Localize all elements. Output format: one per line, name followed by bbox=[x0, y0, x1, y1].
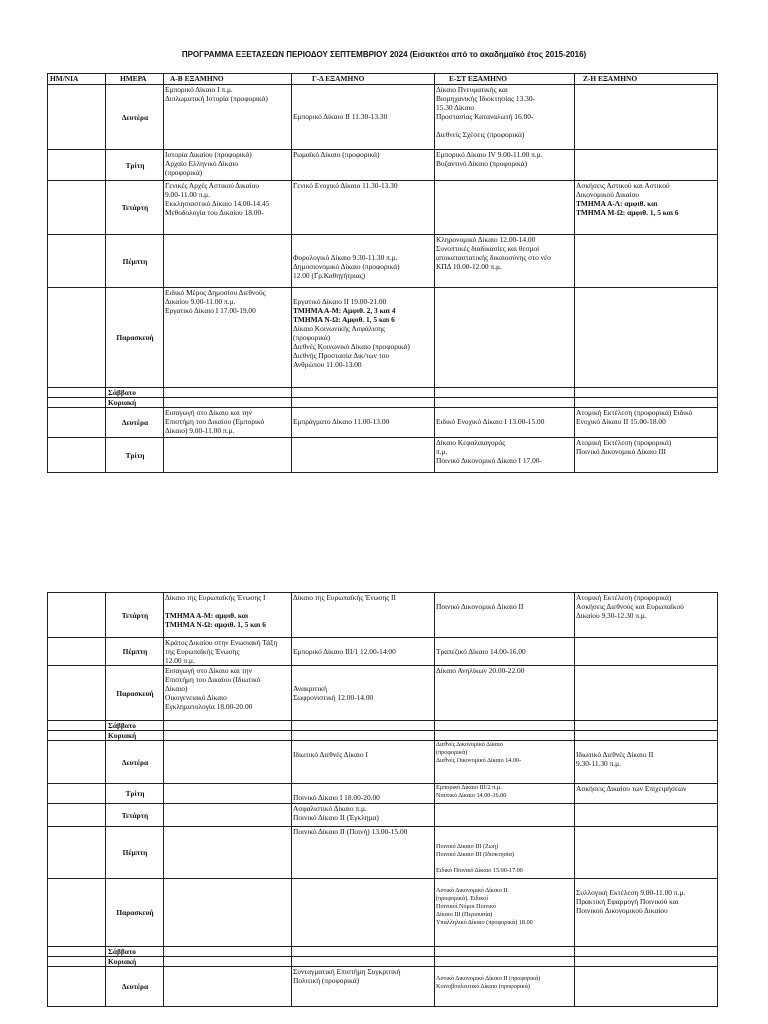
day-cell: Πέμπτη bbox=[106, 235, 164, 288]
gd-semester-cell bbox=[292, 804, 435, 827]
ab-semester-cell bbox=[164, 593, 292, 638]
zh-semester-cell bbox=[575, 288, 718, 388]
course-line bbox=[293, 85, 433, 94]
course-line: 9.30-11.30 π.μ. bbox=[576, 759, 621, 768]
course-line bbox=[165, 602, 290, 611]
est-semester-cell bbox=[435, 721, 575, 731]
ab-semester-cell bbox=[164, 957, 292, 967]
day-cell: Δευτέρα bbox=[106, 408, 164, 438]
course-line: Συλλογική Εκτέλεση 9.00-11.00 π.μ. bbox=[576, 888, 686, 897]
course-line: Μεθοδολογία του Δικαίου 18.00- bbox=[165, 208, 264, 217]
course-line bbox=[436, 638, 573, 647]
est-semester-cell bbox=[435, 784, 575, 804]
course-line: (προφορικά) bbox=[165, 168, 203, 177]
day-cell: Τρίτη bbox=[106, 438, 164, 473]
gd-semester-cell bbox=[292, 947, 435, 957]
course-line: Δίκαιο Ανηλίκων 20.00-22.00 bbox=[436, 666, 525, 675]
date-cell bbox=[48, 288, 106, 388]
ab-semester-cell bbox=[164, 638, 292, 666]
course-line: Προστασίας Καταναλωτή 16.00- bbox=[436, 112, 534, 121]
ab-semester-cell bbox=[164, 181, 292, 235]
course-line: Επιστήμη του Δικαίου (Ιδιωτικό bbox=[165, 675, 261, 684]
zh-semester-cell bbox=[575, 388, 718, 398]
header-gd-semester: Γ-Δ ΕΞΑΜΗΝΟ bbox=[292, 74, 435, 85]
date-cell bbox=[48, 666, 106, 721]
gd-semester-cell bbox=[292, 967, 435, 1007]
course-line: Ατομική Εκτέλεση (προφορικά) Ειδικό bbox=[576, 408, 693, 417]
gd-semester-cell bbox=[292, 638, 435, 666]
est-semester-cell bbox=[435, 741, 575, 784]
table-row bbox=[48, 879, 718, 947]
day-cell: Τετάρτη bbox=[106, 804, 164, 827]
course-line bbox=[293, 666, 433, 675]
day-cell: Πέμπτη bbox=[106, 638, 164, 666]
zh-semester-cell bbox=[575, 957, 718, 967]
course-line: Δίκαιο) bbox=[165, 684, 188, 693]
gd-semester-cell bbox=[292, 827, 435, 879]
header-date: ΗΜ/ΝΙΑ bbox=[48, 74, 106, 85]
course-line: ΚΠΔ 10.00-12.00 π.μ. bbox=[436, 262, 502, 271]
day-cell: Πέμπτη bbox=[106, 827, 164, 879]
course-line: Εμπορικό Δίκαιο Ι π.μ. bbox=[165, 85, 233, 94]
course-line: Δίκαιο) 9.00-11.00 π.μ. bbox=[165, 426, 235, 435]
day-cell: Τρίτη bbox=[106, 784, 164, 804]
est-semester-cell bbox=[435, 181, 575, 235]
course-line: Ιδιωτικό Διεθνές Δίκαιο ΙΙ bbox=[576, 750, 654, 759]
course-line: Ασκήσεις Διεθνούς και Ευρωπαϊκού bbox=[576, 602, 684, 611]
day-cell: Σάββατο bbox=[106, 947, 164, 957]
date-cell bbox=[48, 731, 106, 741]
course-line bbox=[293, 638, 433, 647]
course-line: Βιομηχανικής Ιδιοκτησίας 13.30- bbox=[436, 94, 536, 103]
course-line: 12.00 (Γρ.Καθηγήτριας) bbox=[293, 271, 366, 280]
gd-semester-cell bbox=[292, 438, 435, 473]
ab-semester-cell bbox=[164, 666, 292, 721]
course-line bbox=[576, 879, 716, 888]
course-line bbox=[293, 741, 433, 750]
gd-semester-cell bbox=[292, 784, 435, 804]
course-line: Συνοπτικές διαδικασίες και θεσμοί bbox=[436, 244, 540, 253]
course-line: 12.00 π.μ. bbox=[165, 656, 195, 665]
est-semester-cell bbox=[435, 638, 575, 666]
gd-semester-cell bbox=[292, 235, 435, 288]
date-cell bbox=[48, 235, 106, 288]
course-line: Διεθνές Οικονομικό Δίκαιο 14.00- bbox=[436, 757, 522, 764]
course-line: Ποινικό Δίκαιο ΙΙ (Έγκλημα) bbox=[293, 813, 379, 822]
course-line: (προφορικά) bbox=[436, 749, 468, 756]
gd-semester-cell bbox=[292, 85, 435, 150]
course-line: Ειδικό Ενοχικό Δίκαιο Ι 13.00-15.00 bbox=[436, 417, 545, 426]
date-cell bbox=[48, 438, 106, 473]
course-line: Ασκήσεις Δικαίου των Επιχειρήσεων bbox=[576, 784, 687, 793]
date-cell bbox=[48, 784, 106, 804]
gd-semester-cell bbox=[292, 741, 435, 784]
table-row bbox=[48, 388, 718, 398]
course-line: Δίκαιο της Ευρωπαϊκής Ένωσης Ι bbox=[165, 593, 266, 602]
course-line: Ποινικό Δίκαιο Ι 18.00-20.00 bbox=[293, 793, 380, 802]
course-line: Αστικό Δικονομικό Δίκαιο ΙΙ bbox=[436, 887, 508, 894]
course-line bbox=[293, 288, 433, 297]
zh-semester-cell bbox=[575, 804, 718, 827]
course-line: Εισαγωγή στο Δίκαιο και την bbox=[165, 666, 252, 675]
est-semester-cell bbox=[435, 879, 575, 947]
ab-semester-cell bbox=[164, 784, 292, 804]
date-cell bbox=[48, 181, 106, 235]
ab-semester-cell bbox=[164, 967, 292, 1007]
course-line: Ποινικού Δικονομικού Δικαίου bbox=[576, 906, 668, 915]
ab-semester-cell bbox=[164, 398, 292, 408]
course-line: Δικαίου 9.00-11.00 π.μ. bbox=[165, 297, 236, 306]
course-line: Γενικές Αρχές Αστικού Δικαίου bbox=[165, 181, 259, 190]
date-cell bbox=[48, 638, 106, 666]
course-line: Δημοσιονομικό Δίκαιο (προφορικά) bbox=[293, 262, 400, 271]
est-semester-cell bbox=[435, 957, 575, 967]
course-line bbox=[293, 103, 433, 112]
date-cell bbox=[48, 721, 106, 731]
zh-semester-cell bbox=[575, 85, 718, 150]
table-row bbox=[48, 398, 718, 408]
course-line: Ειδικό Ποινικό Δίκαιο 15.00-17.00 bbox=[436, 867, 523, 874]
ab-semester-cell bbox=[164, 438, 292, 473]
course-line: Ατομική Εκτέλεση (προφορικά) bbox=[576, 438, 672, 447]
gd-semester-cell bbox=[292, 593, 435, 638]
ab-semester-cell bbox=[164, 388, 292, 398]
table-row bbox=[48, 408, 718, 438]
zh-semester-cell bbox=[575, 235, 718, 288]
course-line: Εργατικό Δίκαιο Ι 17.00-19.00 bbox=[165, 306, 256, 315]
est-semester-cell bbox=[435, 150, 575, 181]
course-line: ΤΜΗΜΑ Α-Μ: αμφιθ. και bbox=[165, 611, 249, 620]
course-line: Εγκληματολογία 18.00-20.00 bbox=[165, 702, 253, 711]
gd-semester-cell bbox=[292, 408, 435, 438]
course-line: Δικαίου 9.30-12.30 π.μ. bbox=[576, 611, 647, 620]
day-cell: Σάββατο bbox=[106, 721, 164, 731]
course-line: Φορολογικό Δίκαιο 9.30-11.30 π.μ. bbox=[293, 253, 398, 262]
course-line: Ποινικό Δικονομικό Δίκαιο Ι 17.00- bbox=[436, 456, 542, 465]
course-line: Δίκαιο ΙΙΙ (Περιουσία) bbox=[436, 911, 493, 918]
course-line: Δικονομικού Δικαίου bbox=[576, 190, 639, 199]
course-line: Υπαλληλικό Δίκαιο (προφορικά) 18.00 bbox=[436, 919, 533, 926]
date-cell bbox=[48, 827, 106, 879]
day-cell: Τετάρτη bbox=[106, 181, 164, 235]
date-cell bbox=[48, 150, 106, 181]
course-line bbox=[293, 235, 433, 244]
table-row bbox=[48, 967, 718, 1007]
est-semester-cell bbox=[435, 666, 575, 721]
course-line: Σωφρονιστική 12.00-14.00 bbox=[293, 693, 374, 702]
gd-semester-cell bbox=[292, 181, 435, 235]
course-line: Ποινικό Δίκαιο ΙΙΙ (Ιδιοκτησία) bbox=[436, 851, 514, 858]
ab-semester-cell bbox=[164, 731, 292, 741]
course-line: Κράτος Δικαίου στην Ενωσιακή Τάξη bbox=[165, 638, 278, 647]
ab-semester-cell bbox=[164, 150, 292, 181]
table-row bbox=[48, 181, 718, 235]
gd-semester-cell bbox=[292, 721, 435, 731]
ab-semester-cell bbox=[164, 85, 292, 150]
day-cell: Τετάρτη bbox=[106, 593, 164, 638]
table-row bbox=[48, 235, 718, 288]
zh-semester-cell bbox=[575, 593, 718, 638]
table-row bbox=[48, 438, 718, 473]
zh-semester-cell bbox=[575, 784, 718, 804]
ab-semester-cell bbox=[164, 235, 292, 288]
est-semester-cell bbox=[435, 85, 575, 150]
course-line: Δίκαιο Πνευματικής και bbox=[436, 85, 508, 94]
table-row bbox=[48, 731, 718, 741]
course-line: Συνταγματική Επιστήμη Συγκριτική bbox=[293, 967, 401, 976]
course-line: Ασκήσεις Αστικού και Αστικού bbox=[576, 181, 670, 190]
course-line: Τραπεζικό Δίκαιο 14.00-16.00 bbox=[436, 647, 526, 656]
zh-semester-cell bbox=[575, 947, 718, 957]
est-semester-cell bbox=[435, 827, 575, 879]
course-line bbox=[293, 675, 433, 684]
day-cell: Κυριακή bbox=[106, 398, 164, 408]
course-line: Οικογενειακό Δίκαιο bbox=[165, 693, 227, 702]
course-line: Διεθνείς Σχέσεις (προφορικά) bbox=[436, 130, 525, 139]
course-line: Δίκαιο Κοινωνικής Ασφάλισης bbox=[293, 324, 386, 333]
course-line: Ποινικό Δικονομικό Δίκαιο ΙΙ bbox=[436, 602, 524, 611]
course-line: ΤΜΗΜΑ Ν-Ω: αμφιθ. 1, 5 και 6 bbox=[165, 620, 266, 629]
zh-semester-cell bbox=[575, 731, 718, 741]
date-cell bbox=[48, 879, 106, 947]
course-line: Ανθρώπου 11.00-13.00 bbox=[293, 360, 362, 369]
course-line: Ασφαλιστικό Δίκαιο π.μ. bbox=[293, 804, 367, 813]
exam-schedule-table-1-body bbox=[47, 84, 718, 473]
table-row bbox=[48, 85, 718, 150]
course-line: Κληρονομικό Δίκαιο 12.00-14.00 bbox=[436, 235, 536, 244]
course-line: Επιστήμη του Δικαίου (Εμπορικό bbox=[165, 417, 265, 426]
header-day: ΗΜΕΡΑ bbox=[106, 74, 164, 85]
course-line bbox=[293, 784, 433, 793]
course-line bbox=[436, 121, 573, 130]
day-cell: Παρασκευή bbox=[106, 288, 164, 388]
course-line: Πολιτική (προφορικά) bbox=[293, 976, 360, 985]
course-line: (προφορικά). Ειδικοί bbox=[436, 895, 489, 902]
course-line: Αστικό Δικονομικό Δίκαιο ΙΙ (προφορικά) bbox=[436, 975, 541, 982]
ab-semester-cell bbox=[164, 741, 292, 784]
course-line: Ναυτικό Δίκαιο 14.00-16.00 bbox=[436, 792, 507, 799]
course-line: Εκκλησιαστικό Δίκαιο 14.00-14.45 bbox=[165, 199, 270, 208]
date-cell bbox=[48, 85, 106, 150]
table-row bbox=[48, 947, 718, 957]
course-line: Ιδιωτικό Διεθνές Δίκαιο Ι bbox=[293, 750, 368, 759]
date-cell bbox=[48, 967, 106, 1007]
course-line: Εμπορικό Δίκαιο ΙΙ 11.30-13.30 bbox=[293, 112, 388, 121]
table-row bbox=[48, 666, 718, 721]
day-cell: Δευτέρα bbox=[106, 85, 164, 150]
course-line: Ποινικό Δίκαιο ΙΙΙ (Ζωή) bbox=[436, 843, 499, 850]
est-semester-cell bbox=[435, 235, 575, 288]
course-line: Γενικό Ενοχικό Δίκαιο 11.30-13.30 bbox=[293, 181, 398, 190]
date-cell bbox=[48, 804, 106, 827]
course-line: 15.30 Δίκαιο bbox=[436, 103, 475, 112]
course-line: Ειδικό Μέρος Δημοσίου Διεθνούς bbox=[165, 288, 266, 297]
gd-semester-cell bbox=[292, 666, 435, 721]
course-line bbox=[293, 94, 433, 103]
course-line: Διεθνές Κοινωνικό Δίκαιο (προφορικά) bbox=[293, 342, 410, 351]
course-line: Ιστορία Δικαίου (προφορικά) bbox=[165, 150, 252, 159]
course-line: Ποινικό Δικονομικό Δίκαιο ΙΙΙ bbox=[576, 447, 666, 456]
zh-semester-cell bbox=[575, 827, 718, 879]
course-line bbox=[436, 408, 573, 417]
day-cell: Παρασκευή bbox=[106, 879, 164, 947]
page-title: ΠΡΟΓΡΑΜΜΑ ΕΞΕΤΑΣΕΩΝ ΠΕΡΙΟΔΟΥ ΣΕΠΤΕΜΒΡΙΟΥ 2024 (Εισακτέοι από το ακαδημαϊκό έτος 2015-2016) bbox=[181, 50, 587, 59]
course-line: Διεθνής Προστασία Δικ/των του bbox=[293, 351, 390, 360]
course-line bbox=[293, 244, 433, 253]
course-line: Κοινοβουλευτικό Δίκαιο (προφορικά) bbox=[436, 983, 530, 990]
gd-semester-cell bbox=[292, 957, 435, 967]
date-cell bbox=[48, 947, 106, 957]
day-cell: Τρίτη bbox=[106, 150, 164, 181]
est-semester-cell bbox=[435, 388, 575, 398]
course-line: Ποινικοί Νόμοι Ποινικό bbox=[436, 903, 496, 910]
day-cell: Κυριακή bbox=[106, 731, 164, 741]
est-semester-cell bbox=[435, 731, 575, 741]
date-cell bbox=[48, 741, 106, 784]
est-semester-cell bbox=[435, 967, 575, 1007]
course-line: Ατομική Εκτέλεση (προφορικά) bbox=[576, 593, 672, 602]
table-row bbox=[48, 741, 718, 784]
table-row bbox=[48, 638, 718, 666]
course-line bbox=[293, 408, 433, 417]
table-header-row bbox=[48, 74, 718, 85]
table-row bbox=[48, 288, 718, 388]
table-row bbox=[48, 804, 718, 827]
course-line: Εμπορικό Δίκαιο ΙΙΙ/2 π.μ. bbox=[436, 784, 502, 791]
course-line: Αρχαίο Ελληνικό Δίκαιο bbox=[165, 159, 239, 168]
ab-semester-cell bbox=[164, 827, 292, 879]
est-semester-cell bbox=[435, 398, 575, 408]
est-semester-cell bbox=[435, 947, 575, 957]
exam-schedule-table-2 bbox=[47, 592, 718, 1007]
zh-semester-cell bbox=[575, 879, 718, 947]
course-line: Εμπορικό Δίκαιο ΙV 9.00-11.00 π.μ. bbox=[436, 150, 543, 159]
course-line: αποκαταστατικής δικαιοσύνης στο νέο bbox=[436, 253, 551, 262]
table-row bbox=[48, 721, 718, 731]
ab-semester-cell bbox=[164, 879, 292, 947]
est-semester-cell bbox=[435, 438, 575, 473]
course-line bbox=[436, 593, 573, 602]
zh-semester-cell bbox=[575, 150, 718, 181]
gd-semester-cell bbox=[292, 288, 435, 388]
ab-semester-cell bbox=[164, 288, 292, 388]
zh-semester-cell bbox=[575, 438, 718, 473]
course-line: (προφορικά) bbox=[293, 333, 331, 342]
zh-semester-cell bbox=[575, 741, 718, 784]
est-semester-cell bbox=[435, 408, 575, 438]
course-line bbox=[436, 879, 573, 887]
course-line: Ενοχικό Δίκαιο ΙΙ 15.00-18.00 bbox=[576, 417, 666, 426]
course-line: της Ευρωπαϊκής Ένωσης bbox=[165, 647, 240, 656]
table-row bbox=[48, 784, 718, 804]
gd-semester-cell bbox=[292, 150, 435, 181]
table-row bbox=[48, 957, 718, 967]
est-semester-cell bbox=[435, 804, 575, 827]
day-cell: Σάββατο bbox=[106, 388, 164, 398]
gd-semester-cell bbox=[292, 879, 435, 947]
course-line: Εμπορικό Δίκαιο ΙΙΙ/1 12.00-14.00 bbox=[293, 647, 396, 656]
date-cell bbox=[48, 957, 106, 967]
table-row bbox=[48, 827, 718, 879]
est-semester-cell bbox=[435, 593, 575, 638]
course-line: Ρωμαϊκό Δίκαιο (προφορικά) bbox=[293, 150, 380, 159]
day-cell: Παρασκευή bbox=[106, 666, 164, 721]
gd-semester-cell bbox=[292, 398, 435, 408]
header-est-semester: Ε-ΣΤ ΕΞΑΜΗΝΟ bbox=[435, 74, 575, 85]
course-line: Βυζαντινό Δίκαιο (προφορικά) bbox=[436, 159, 528, 168]
zh-semester-cell bbox=[575, 181, 718, 235]
ab-semester-cell bbox=[164, 804, 292, 827]
course-line: Εισαγωγή στο Δίκαιο και την bbox=[165, 408, 252, 417]
gd-semester-cell bbox=[292, 388, 435, 398]
date-cell bbox=[48, 398, 106, 408]
est-semester-cell bbox=[435, 288, 575, 388]
course-line: 9.00-11.00 π.μ. bbox=[165, 190, 210, 199]
table-row bbox=[48, 150, 718, 181]
date-cell bbox=[48, 593, 106, 638]
zh-semester-cell bbox=[575, 721, 718, 731]
zh-semester-cell bbox=[575, 408, 718, 438]
course-line: Ανακριτική bbox=[293, 684, 327, 693]
gd-semester-cell bbox=[292, 731, 435, 741]
course-line bbox=[436, 967, 573, 975]
ab-semester-cell bbox=[164, 408, 292, 438]
course-line: ΤΜΗΜΑ Ν-Ω: Αμφιθ. 1, 5 και 6 bbox=[293, 315, 395, 324]
course-line bbox=[436, 827, 573, 835]
table-row bbox=[48, 593, 718, 638]
course-line bbox=[436, 859, 573, 867]
zh-semester-cell bbox=[575, 398, 718, 408]
day-cell: Δευτέρα bbox=[106, 967, 164, 1007]
ab-semester-cell bbox=[164, 721, 292, 731]
course-line: Ποινικό Δίκαιο ΙΙ (Ποινή) 13.00-15.00 bbox=[293, 827, 408, 836]
course-line: Πρακτική Εφαρμογή Ποινικού και bbox=[576, 897, 679, 906]
course-line: Διπλωματική Ιστορία (προφορικά) bbox=[165, 94, 268, 103]
course-line: Εμπράγματο Δίκαιο 11.00-13.00 bbox=[293, 417, 390, 426]
day-cell: Δευτέρα bbox=[106, 741, 164, 784]
course-line: π.μ. bbox=[436, 447, 448, 456]
course-line: ΤΜΗΜΑ Α-Μ: Αμφιθ. 2, 3 και 4 bbox=[293, 306, 396, 315]
header-zh-semester: Ζ-Η ΕΞΑΜΗΝΟ bbox=[575, 74, 718, 85]
zh-semester-cell bbox=[575, 666, 718, 721]
date-cell bbox=[48, 408, 106, 438]
course-line: ΤΜΗΜΑ Α-Λ: αμφιθ. και bbox=[576, 199, 658, 208]
course-line: Δίκαιο Κεφαλαιαγοράς bbox=[436, 438, 506, 447]
course-line: ΤΜΗΜΑ Μ-Ω: αμφιθ. 1, 5 και 6 bbox=[576, 208, 679, 217]
zh-semester-cell bbox=[575, 638, 718, 666]
header-ab-semester: Α-Β ΕΞΑΜΗΝΟ bbox=[164, 74, 292, 85]
course-line: Δίκαιο της Ευρωπαϊκής Ένωσης ΙΙ bbox=[293, 593, 396, 602]
course-line bbox=[576, 741, 716, 750]
zh-semester-cell bbox=[575, 967, 718, 1007]
ab-semester-cell bbox=[164, 947, 292, 957]
course-line: Εργατικό Δίκαιο ΙΙ 19.00-21.00 bbox=[293, 297, 387, 306]
date-cell bbox=[48, 388, 106, 398]
course-line bbox=[436, 835, 573, 843]
day-cell: Κυριακή bbox=[106, 957, 164, 967]
course-line: Διεθνές Δικονομικό Δίκαιο bbox=[436, 741, 503, 748]
